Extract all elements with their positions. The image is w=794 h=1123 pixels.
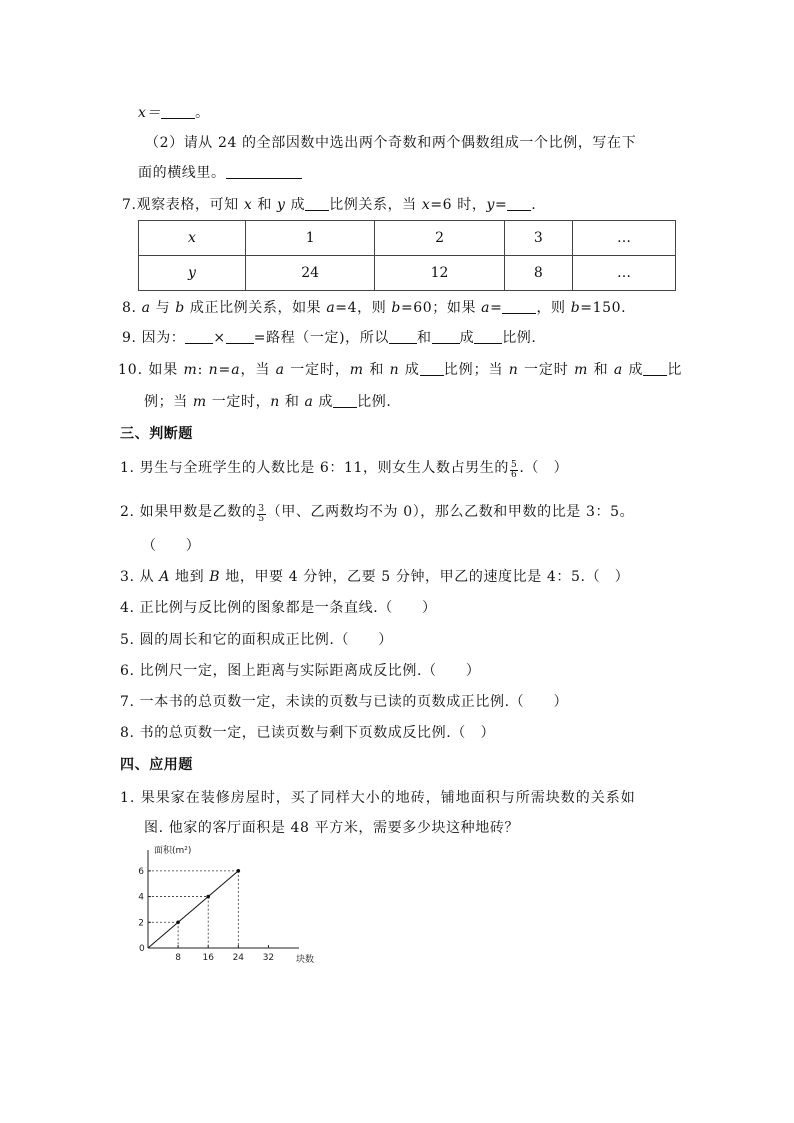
judge-item-2-bracket[interactable]: （ ） — [142, 538, 201, 554]
chart-xlabel: 块数 — [296, 955, 315, 965]
data-point — [206, 895, 210, 899]
q7-question: 7.观察表格，可知 x 和 y 成 比例关系，当 x=6 时，y= . — [122, 197, 537, 213]
answer-blank[interactable] — [474, 329, 502, 344]
x-tick-label: 16 — [202, 953, 214, 963]
x-tick-label: 8 — [175, 953, 181, 963]
app-question-1-line1: 1. 果果家在装修房屋时，买了同样大小的地砖，铺地面积与所需块数的关系如 — [120, 790, 636, 806]
judge-item-4: 4. 正比例与反比例的图象都是一条直线.（ ） — [120, 600, 437, 616]
y-tick-label: 4 — [138, 892, 144, 903]
answer-blank[interactable] — [161, 104, 195, 119]
table-cell: 1 — [246, 221, 375, 256]
answer-blank[interactable] — [643, 361, 667, 376]
answer-blank[interactable] — [305, 196, 329, 211]
judge-item-5: 5. 圆的周长和它的面积成正比例.（ ） — [120, 632, 393, 648]
table-cell: 3 — [504, 221, 572, 256]
table-cell: y — [139, 256, 246, 291]
table-row — [139, 256, 676, 291]
table-row — [139, 221, 676, 256]
q9-question: 9. 因为： × =路程（一定)，所以 和 成 比例. — [122, 330, 537, 346]
answer-blank[interactable] — [389, 329, 417, 344]
judge-item-7: 7. 一本书的总页数一定，未读的页数与已读的页数成正比例.（ ） — [120, 694, 569, 710]
y-tick-label: 2 — [138, 918, 144, 929]
judge-item-3: 3. 从 A 地到 B 地，甲要 4 分钟，乙要 5 分钟，甲乙的速度比是 4：5.（ ） — [120, 569, 630, 585]
q6-part2-line1: （2）请从 24 的全部因数中选出两个奇数和两个偶数组成一个比例，写在下 — [145, 135, 637, 151]
answer-blank[interactable] — [185, 329, 213, 344]
y-tick-label: 6 — [138, 866, 144, 877]
answer-blank[interactable] — [432, 329, 460, 344]
answer-blank[interactable] — [420, 361, 444, 376]
series-line — [148, 871, 238, 948]
table-cell: 8 — [504, 256, 572, 291]
table-cell: 12 — [375, 256, 504, 291]
x-tick-label: 32 — [262, 953, 275, 963]
q6-part2-line2: 面的横线里。 — [138, 163, 302, 183]
judge-item-8: 8. 书的总页数一定，已读页数与剩下页数成反比例.（ ） — [120, 725, 496, 741]
xy-table — [138, 220, 676, 291]
q8-question: 8. a 与 b 成正比例关系，如果 a=4，则 b=60；如果 a= ，则 b=150. — [122, 300, 627, 316]
q10-question-line2: 例；当 m 一定时，n 和 a 成 比例. — [144, 394, 392, 410]
q6-answer-line: x＝ 。 — [138, 105, 210, 121]
answer-blank[interactable] — [502, 299, 536, 314]
judge-item-2: 2. 如果甲数是乙数的 $\frac{3}{5}$ （甲、乙两数均不为 0），那么乙数和甲数的比是 3：5。 — [120, 504, 635, 524]
table-cell: … — [572, 256, 675, 291]
table-cell: 2 — [375, 221, 504, 256]
judge-item-1: 1. 男生与全班学生的人数比是 6：11，则女生人数占男生的 $\frac{5}{6}$ .（ ） — [120, 460, 569, 480]
section-heading-judgement: 三、判断题 — [120, 426, 193, 442]
section-heading-application: 四、应用题 — [120, 757, 193, 773]
table-cell: … — [572, 221, 675, 256]
x-tick-label: 24 — [232, 953, 245, 963]
app-question-1-line2: 图. 他家的客厅面积是 48 平方米，需要多少块这种地砖？ — [144, 820, 520, 836]
answer-blank[interactable] — [226, 164, 302, 179]
fraction: $\frac{5}{6}$ — [510, 460, 518, 480]
chart-ylabel: 面积(m²) — [154, 846, 192, 856]
table-cell: x — [139, 221, 246, 256]
answer-blank[interactable] — [333, 393, 357, 408]
area-vs-tiles-chart — [136, 842, 326, 970]
data-point — [237, 869, 241, 873]
data-point — [176, 920, 180, 924]
q10-question-line1: 10. 如果 m: n=a，当 a 一定时，m 和 n 成 比例；当 n 一定时 m 和 a 成 比 — [118, 362, 683, 378]
answer-blank[interactable] — [507, 196, 531, 211]
table-cell: 24 — [246, 256, 375, 291]
judge-item-6: 6. 比例尺一定，图上距离与实际距离成反比例.（ ） — [120, 663, 481, 679]
fraction: $\frac{3}{5}$ — [258, 504, 265, 524]
answer-blank[interactable] — [226, 329, 254, 344]
origin-label: 0 — [139, 944, 145, 954]
